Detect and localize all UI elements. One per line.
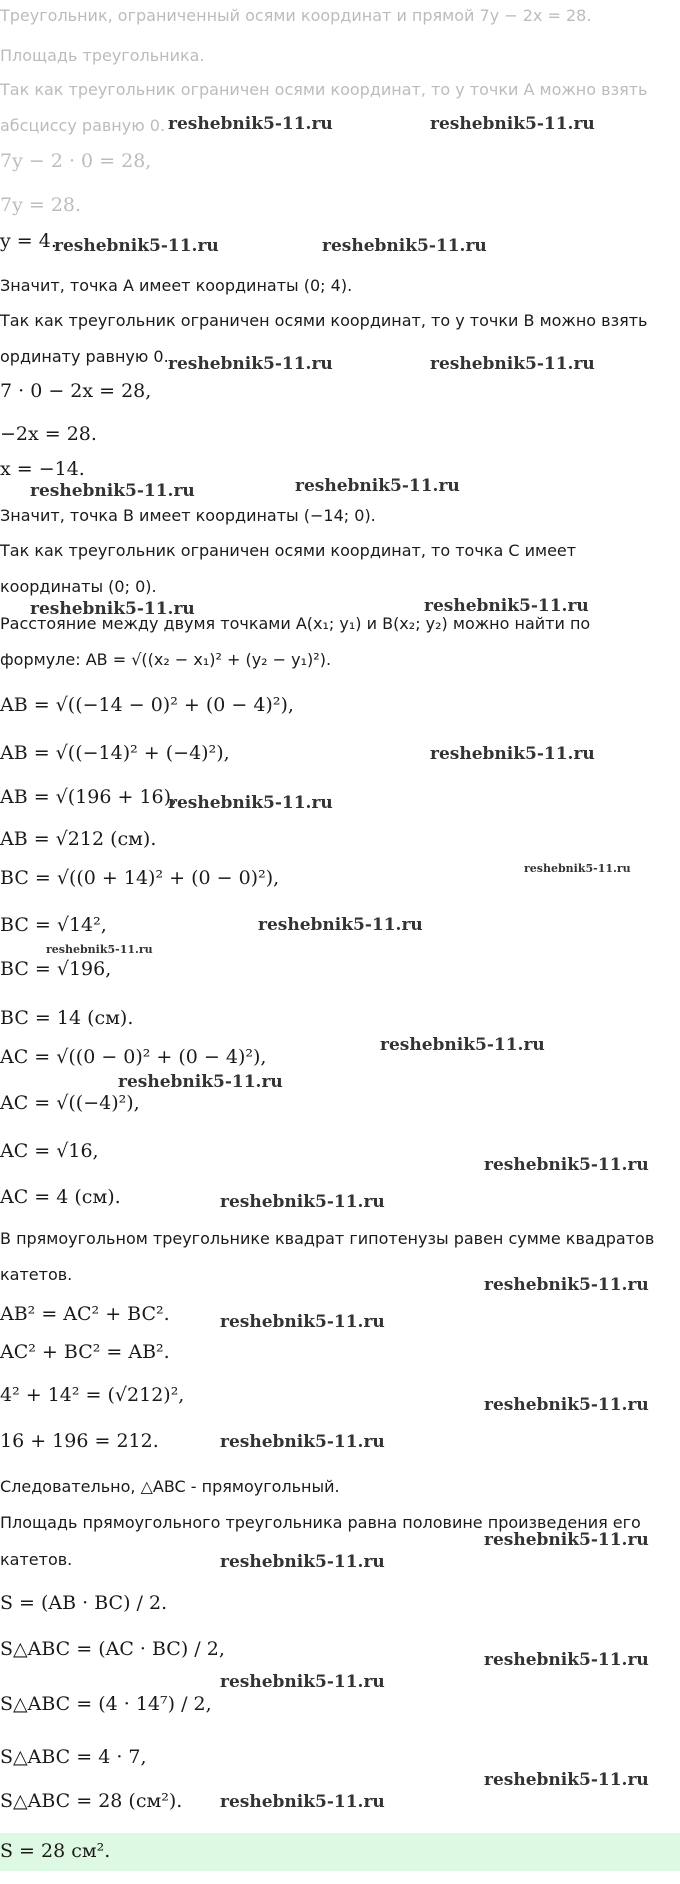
equation-line: AC² + BC² = AB². xyxy=(0,1341,170,1363)
watermark: reshebnik5-11.ru xyxy=(220,1552,385,1572)
watermark: reshebnik5-11.ru xyxy=(220,1312,385,1332)
text-line: Площадь прямоугольного треугольника равна половине произведения его xyxy=(0,1513,641,1532)
equation-line: −2x = 28. xyxy=(0,423,97,445)
equation-line: 7 · 0 − 2x = 28, xyxy=(0,380,152,402)
watermark: reshebnik5-11.ru xyxy=(430,744,595,764)
answer-line: S = 28 см². xyxy=(0,1840,111,1862)
equation-line: x = −14. xyxy=(0,458,85,480)
watermark: reshebnik5-11.ru xyxy=(484,1530,649,1550)
watermark: reshebnik5-11.ru xyxy=(380,1035,545,1055)
equation-line: BC = √((0 + 14)² + (0 − 0)²), xyxy=(0,867,280,889)
equation-line: y = 4. xyxy=(0,230,57,252)
watermark: reshebnik5-11.ru xyxy=(168,354,333,374)
equation-line: 7y = 28. xyxy=(0,194,82,216)
equation-line: AC = √((−4)²), xyxy=(0,1092,140,1114)
watermark: reshebnik5-11.ru xyxy=(220,1192,385,1212)
equation-line: AB = √(196 + 16), xyxy=(0,786,178,808)
text-line: Значит, точка B имеет координаты (−14; 0). xyxy=(0,506,376,525)
equation-line: S△ABC = (AC · BC) / 2, xyxy=(0,1638,225,1660)
text-line: Расстояние между двумя точками A(x₁; y₁) и B(x₂; y₂) можно найти по xyxy=(0,614,591,633)
problem-statement: Треугольник, ограниченный осями координат и прямой 7y − 2x = 28. xyxy=(0,6,592,25)
equation-line: 16 + 196 = 212. xyxy=(0,1430,159,1452)
watermark: reshebnik5-11.ru xyxy=(220,1672,385,1692)
text-line: Следовательно, △ABC - прямоугольный. xyxy=(0,1477,340,1496)
watermark: reshebnik5-11.ru xyxy=(484,1770,649,1790)
equation-line: S△ABC = 4 · 7, xyxy=(0,1746,147,1768)
watermark: reshebnik5-11.ru xyxy=(46,943,153,956)
equation-line: AC = √16, xyxy=(0,1140,99,1162)
equation-line: AB = √212 (см). xyxy=(0,828,157,850)
equation-line: S△ABC = 28 (см²). xyxy=(0,1790,183,1812)
equation-line: S△ABC = (4 · 14⁷) / 2, xyxy=(0,1693,212,1715)
watermark: reshebnik5-11.ru xyxy=(430,354,595,374)
watermark: reshebnik5-11.ru xyxy=(484,1395,649,1415)
watermark: reshebnik5-11.ru xyxy=(258,915,423,935)
equation-line: BC = √14², xyxy=(0,914,107,936)
text-line: Так как треугольник ограничен осями координат, то у точки A можно взять xyxy=(0,80,648,99)
watermark: reshebnik5-11.ru xyxy=(30,481,195,501)
text-line: координаты (0; 0). xyxy=(0,577,157,596)
watermark: reshebnik5-11.ru xyxy=(484,1275,649,1295)
text-line: формуле: AB = √((x₂ − x₁)² + (y₂ − y₁)²). xyxy=(0,650,332,669)
equation-line: AC = √((0 − 0)² + (0 − 4)²), xyxy=(0,1046,267,1068)
watermark: reshebnik5-11.ru xyxy=(484,1650,649,1670)
watermark: reshebnik5-11.ru xyxy=(524,862,631,875)
watermark: reshebnik5-11.ru xyxy=(220,1432,385,1452)
equation-line: 4² + 14² = (√212)², xyxy=(0,1384,185,1406)
watermark: reshebnik5-11.ru xyxy=(295,476,460,496)
text-line: В прямоугольном треугольнике квадрат гипотенузы равен сумме квадратов xyxy=(0,1229,655,1248)
watermark: reshebnik5-11.ru xyxy=(168,114,333,134)
text-line: Значит, точка A имеет координаты (0; 4). xyxy=(0,276,353,295)
equation-line: S = (AB · BC) / 2. xyxy=(0,1592,168,1614)
watermark: reshebnik5-11.ru xyxy=(424,596,589,616)
equation-line: 7y − 2 · 0 = 28, xyxy=(0,150,152,172)
watermark: reshebnik5-11.ru xyxy=(322,236,487,256)
watermark: reshebnik5-11.ru xyxy=(118,1072,283,1092)
text-line: абсциссу равную 0. xyxy=(0,116,166,135)
text-line: ординату равную 0. xyxy=(0,347,169,366)
text-line: Так как треугольник ограничен осями координат, то у точки B можно взять xyxy=(0,311,648,330)
equation-line: AB = √((−14)² + (−4)²), xyxy=(0,742,230,764)
equation-line: BC = √196, xyxy=(0,958,112,980)
equation-line: BC = 14 (см). xyxy=(0,1007,134,1029)
watermark: reshebnik5-11.ru xyxy=(220,1792,385,1812)
text-line: катетов. xyxy=(0,1550,73,1569)
task-line: Площадь треугольника. xyxy=(0,46,205,65)
watermark: reshebnik5-11.ru xyxy=(30,599,195,619)
watermark: reshebnik5-11.ru xyxy=(484,1155,649,1175)
watermark: reshebnik5-11.ru xyxy=(168,793,333,813)
equation-line: AB² = AC² + BC². xyxy=(0,1303,170,1325)
watermark: reshebnik5-11.ru xyxy=(430,114,595,134)
text-line: катетов. xyxy=(0,1265,73,1284)
watermark: reshebnik5-11.ru xyxy=(54,236,219,256)
equation-line: AB = √((−14 − 0)² + (0 − 4)²), xyxy=(0,694,294,716)
equation-line: AC = 4 (см). xyxy=(0,1186,121,1208)
text-line: Так как треугольник ограничен осями координат, то точка C имеет xyxy=(0,541,577,560)
